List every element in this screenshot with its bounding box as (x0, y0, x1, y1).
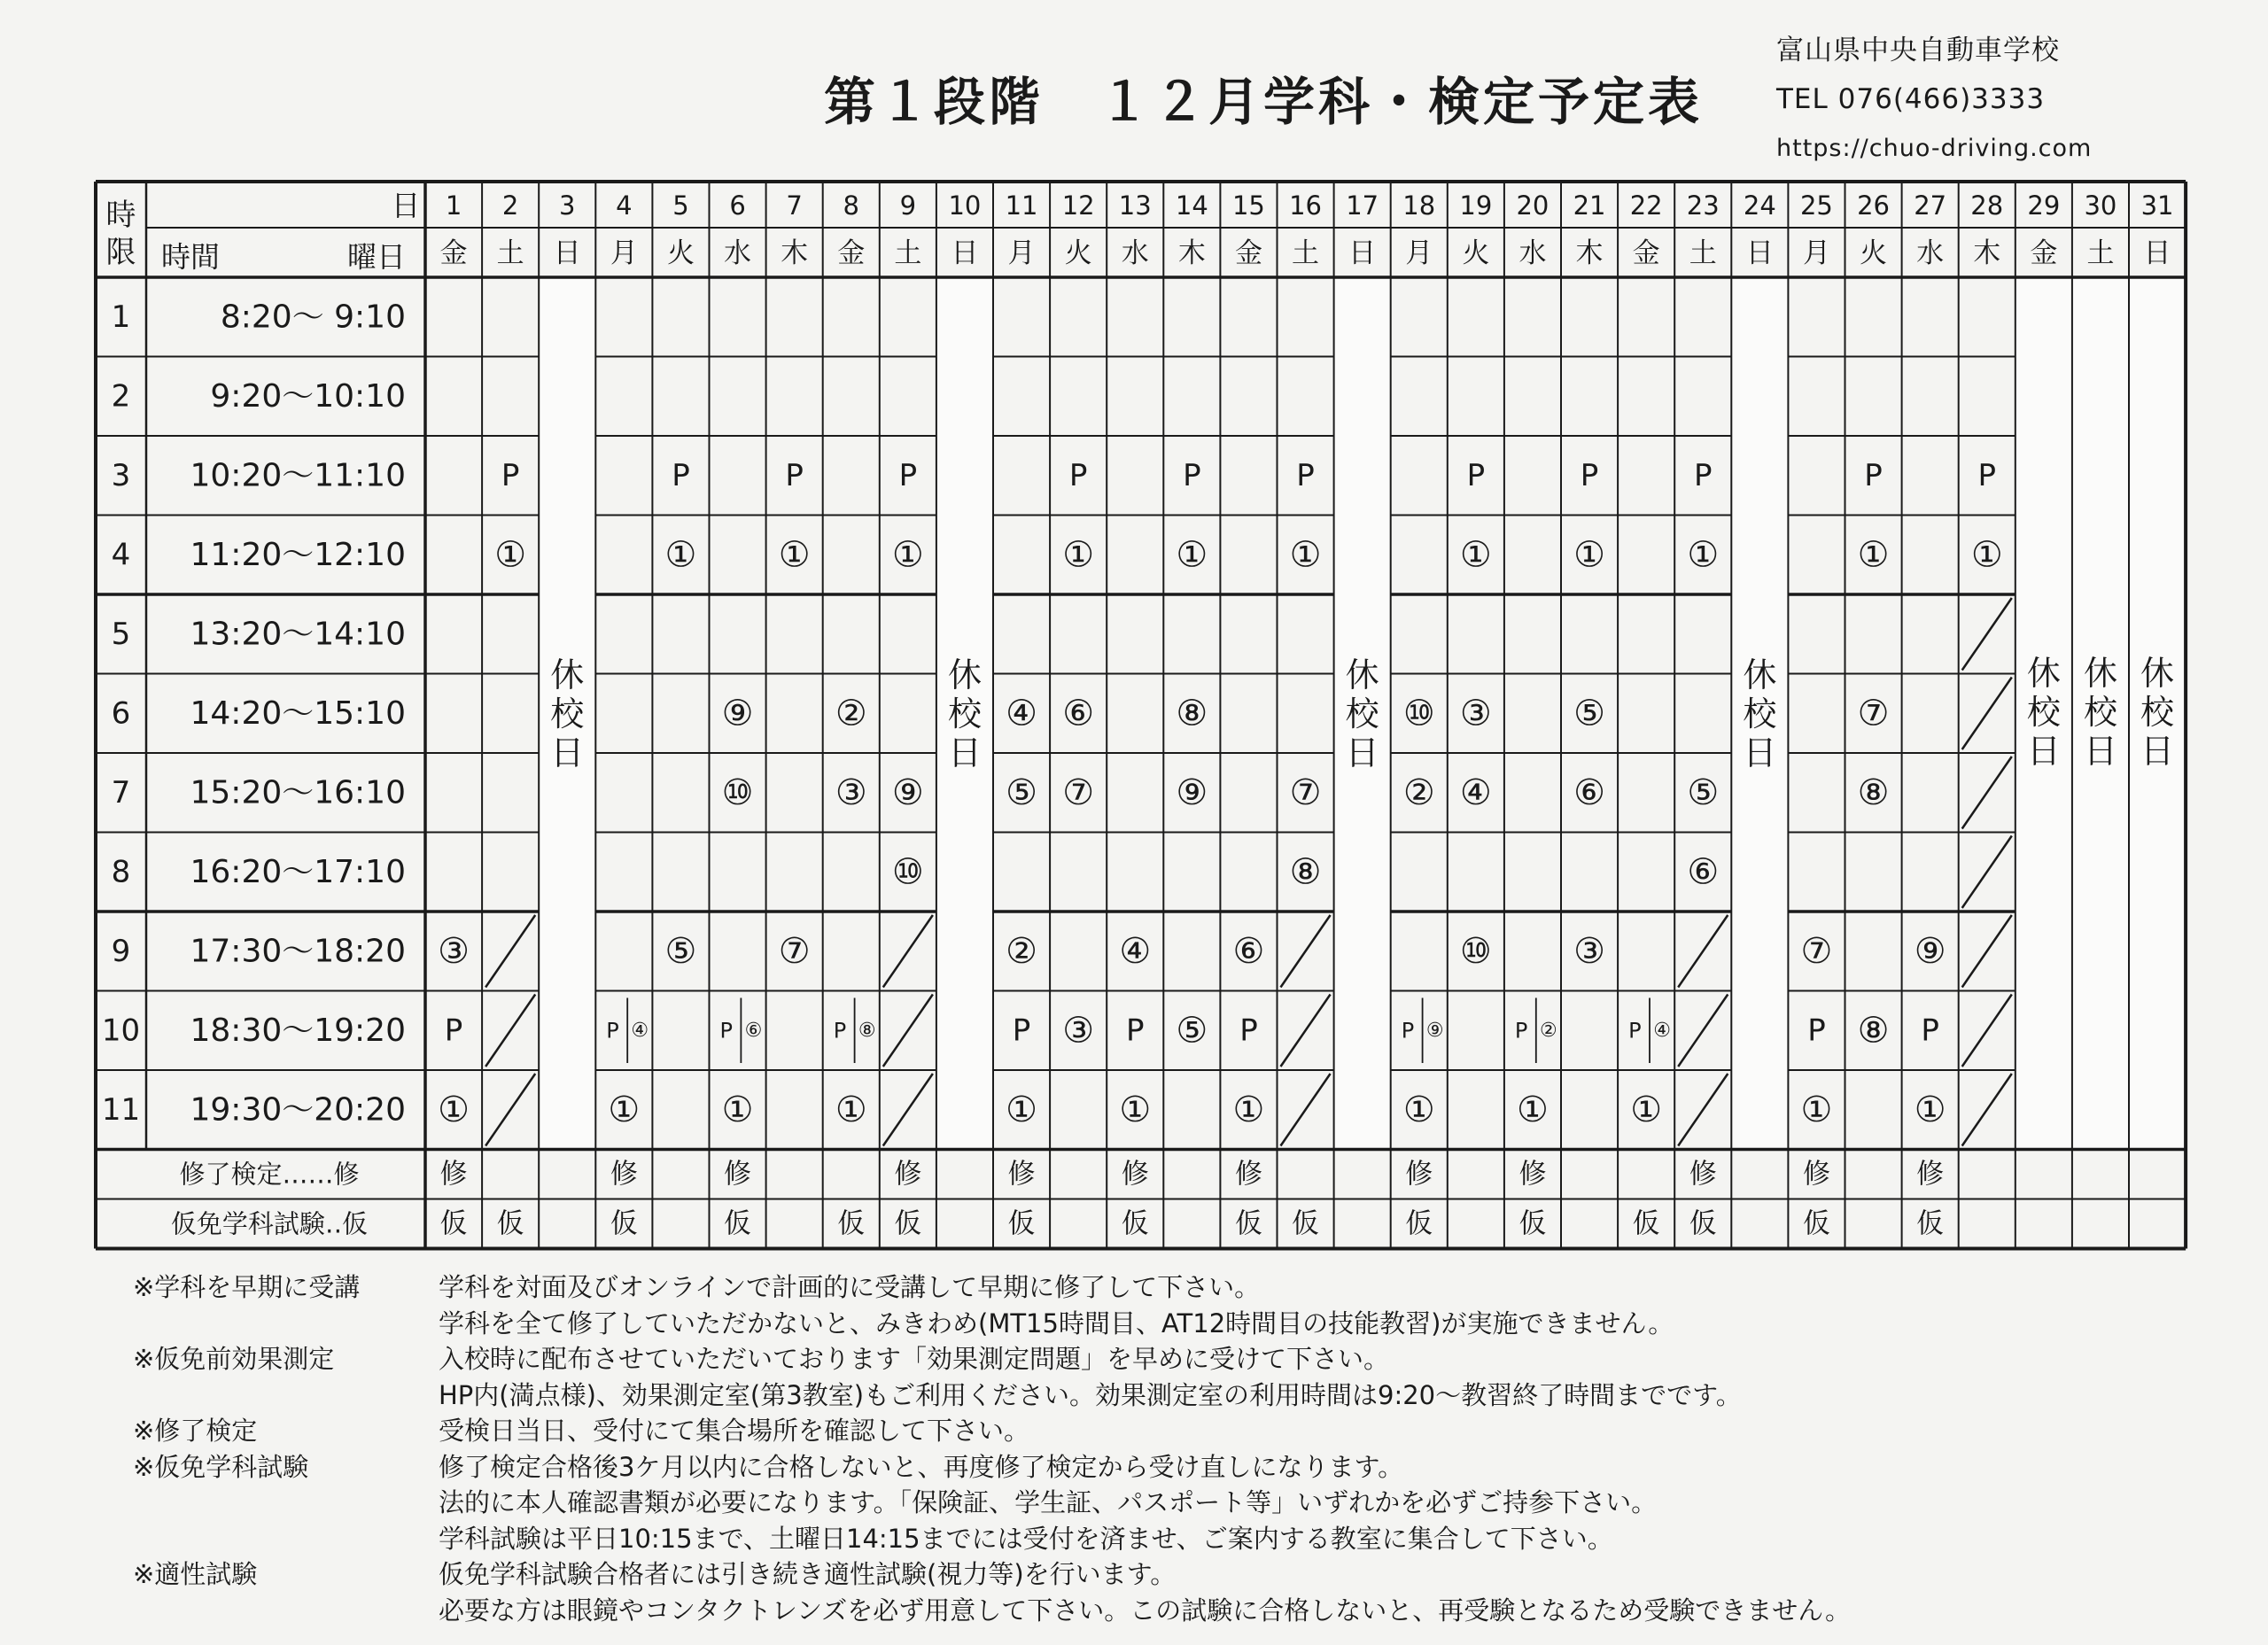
class-number: ⑧ (1857, 1010, 1890, 1051)
day-number: 15 (1231, 190, 1265, 221)
period-time: 14:20～15:10 (190, 694, 406, 732)
mark-p: P (1296, 457, 1315, 493)
mark-p: P (606, 1018, 619, 1044)
weekday-header-label: 曜日 (347, 239, 406, 275)
period-header-char: 時 (105, 198, 136, 233)
exam-mark: 仮 (1518, 1207, 1547, 1240)
mark-p: P (1514, 1018, 1528, 1044)
weekday-label: 木 (781, 237, 809, 269)
class-number: ③ (438, 930, 470, 972)
note-item (133, 1449, 2241, 1557)
class-number: ③ (1573, 930, 1605, 972)
period-number: 6 (111, 695, 131, 732)
period-number: 4 (111, 537, 131, 573)
note-body (439, 1269, 2241, 1341)
note-item (133, 1556, 2241, 1628)
class-number: ⑥ (1687, 851, 1720, 893)
period-time: 10:20～11:10 (190, 457, 406, 494)
class-number: ⑩ (1459, 930, 1492, 972)
day-number: 30 (2084, 190, 2117, 221)
weekday-label: 金 (2030, 237, 2058, 269)
closed-day-label: 休 (2140, 654, 2175, 693)
closed-day-label: 日 (1345, 733, 1379, 772)
class-number: ⑨ (1425, 1019, 1444, 1042)
class-number: ① (608, 1089, 641, 1130)
exam-mark: 仮 (1916, 1207, 1945, 1240)
note-line: 受検日当日、受付にて集合場所を確認して下さい。 (439, 1416, 1030, 1446)
mark-p: P (719, 1018, 733, 1044)
note-line: 仮免学科試験合格者には引き続き適性試験(視力等)を行います。 (439, 1559, 1177, 1589)
day-number: 9 (899, 190, 917, 221)
mark-p: P (501, 457, 520, 493)
period-number: 9 (111, 933, 131, 969)
mark-p: P (833, 1018, 847, 1044)
mark-p: P (1864, 457, 1883, 493)
exam-mark: 仮 (1234, 1207, 1262, 1240)
day-number: 3 (559, 190, 576, 221)
class-number: ③ (1459, 693, 1492, 734)
period-time: 19:30～20:20 (190, 1091, 406, 1129)
day-number: 19 (1459, 190, 1493, 221)
class-number: ⑨ (1176, 772, 1208, 813)
mark-p: P (1466, 457, 1486, 493)
day-number: 8 (843, 190, 859, 221)
day-number: 2 (501, 190, 519, 221)
closed-day-label: 休 (1743, 656, 1777, 694)
period-number: 1 (111, 299, 131, 335)
day-number: 20 (1516, 190, 1550, 221)
class-number: ① (1687, 534, 1720, 576)
day-number: 13 (1118, 190, 1152, 221)
day-number: 26 (1857, 190, 1891, 221)
weekday-label: 土 (1689, 237, 1717, 269)
exam-mark: 修 (1234, 1158, 1262, 1191)
note-line: 学科を全て修了していただかないと、みきわめ(MT15時間目、AT12時間目の技能教習)が実施できません。 (439, 1307, 1674, 1339)
exam-mark: 修 (724, 1158, 752, 1191)
mark-p: P (1012, 1013, 1031, 1049)
class-number: ⑩ (891, 851, 924, 893)
note-body (439, 1556, 2241, 1628)
period-number: 7 (111, 774, 131, 811)
day-number: 12 (1061, 190, 1095, 221)
day-number: 24 (1743, 190, 1776, 221)
class-number: ⑦ (1062, 772, 1095, 813)
mark-p: P (444, 1013, 463, 1049)
unavailable-slash (1962, 915, 2012, 988)
exam-row-label: 修了検定……修 (179, 1159, 360, 1190)
unavailable-slash (485, 915, 535, 988)
exam-mark: 修 (610, 1158, 638, 1191)
weekday-label: 日 (1745, 237, 1774, 269)
unavailable-slash (1962, 678, 2012, 750)
day-number: 27 (1914, 190, 1947, 221)
weekday-label: 日 (553, 237, 581, 269)
note-heading: ※仮免学科試験 (133, 1451, 309, 1482)
class-number: ① (1176, 534, 1208, 576)
class-number: ② (1540, 1019, 1557, 1042)
note-line: 必要な方は眼鏡やコンタクトレンズを必ず用意して下さい。この試験に合格しないと、再受験となるため受験できません。 (439, 1595, 1851, 1626)
unavailable-slash (883, 915, 933, 988)
closed-day-label: 日 (2140, 732, 2175, 771)
note-heading: ※適性試験 (133, 1559, 258, 1589)
exam-mark: 修 (894, 1158, 922, 1191)
unavailable-slash (1281, 1074, 1331, 1146)
class-number: ⑤ (1573, 693, 1605, 734)
day-number: 7 (786, 190, 803, 221)
time-header-label: 時間 (161, 239, 220, 275)
weekday-label: 金 (439, 237, 468, 269)
class-number: ① (1857, 534, 1890, 576)
period-time: 13:20～14:10 (190, 616, 406, 653)
class-number: ⑧ (858, 1019, 876, 1042)
mark-p: P (1239, 1013, 1258, 1049)
exam-mark: 仮 (894, 1207, 922, 1240)
period-number: 11 (101, 1091, 141, 1128)
weekday-label: 土 (1292, 237, 1320, 269)
page-title: 第１段階 １２月学科・検定予定表 (824, 72, 1704, 132)
exam-mark: 仮 (1689, 1207, 1717, 1240)
exam-mark: 仮 (610, 1207, 638, 1240)
period-number: 10 (101, 1013, 141, 1049)
class-number: ① (1970, 534, 2003, 576)
class-number: ② (835, 693, 867, 734)
unavailable-slash (883, 995, 933, 1067)
class-number: ⑨ (891, 772, 924, 813)
unavailable-slash (1962, 836, 2012, 909)
class-number: ⑤ (1687, 772, 1720, 813)
school-tel: TEL 076(466)3333 (1776, 83, 2046, 115)
exam-mark: 仮 (1007, 1207, 1036, 1240)
period-header-char: 限 (105, 235, 136, 270)
note-line: 入校時に配布させていただいております「効果測定問題」を早めに受けて下さい。 (439, 1344, 1390, 1374)
weekday-label: 火 (1860, 237, 1888, 269)
unavailable-slash (1678, 995, 1728, 1067)
class-number: ① (835, 1089, 867, 1130)
mark-p: P (1921, 1013, 1939, 1049)
exam-mark: 仮 (1121, 1207, 1149, 1240)
mark-p: P (1693, 457, 1713, 493)
class-number: ⑥ (1062, 693, 1095, 734)
weekday-label: 土 (496, 237, 524, 269)
class-number: ④ (1119, 930, 1152, 972)
exam-mark: 仮 (1802, 1207, 1830, 1240)
day-number: 4 (616, 190, 633, 221)
weekday-label: 火 (666, 237, 695, 269)
day-number: 1 (445, 190, 462, 221)
class-number: ⑨ (721, 693, 754, 734)
exam-mark: 修 (1405, 1158, 1433, 1191)
period-number: 2 (111, 378, 131, 415)
class-number: ① (1573, 534, 1605, 576)
day-number: 5 (672, 190, 689, 221)
class-number: ⑨ (1914, 930, 1946, 972)
class-number: ⑦ (1857, 693, 1890, 734)
class-number: ③ (835, 772, 867, 813)
exam-mark: 修 (1689, 1158, 1717, 1191)
mark-p: P (1125, 1013, 1145, 1049)
class-number: ② (1006, 930, 1037, 972)
note-item (133, 1341, 2241, 1413)
class-number: ⑤ (1006, 772, 1037, 813)
class-number: ④ (1459, 772, 1492, 813)
weekday-label: 火 (1462, 237, 1490, 269)
class-number: ⑦ (778, 930, 811, 972)
weekday-label: 火 (1064, 237, 1092, 269)
period-time: 8:20～ 9:10 (220, 299, 406, 336)
weekday-label: 日 (1348, 237, 1377, 269)
period-time: 15:20～16:10 (190, 774, 406, 811)
weekday-label: 日 (951, 237, 979, 269)
weekday-label: 日 (2143, 237, 2171, 269)
class-number: ① (1459, 534, 1492, 576)
note-line: 学科を対面及びオンラインで計画的に受講して早期に修了して下さい。 (439, 1272, 1261, 1302)
class-number: ① (1630, 1089, 1663, 1130)
class-number: ⑥ (1573, 772, 1605, 813)
weekday-label: 月 (1802, 237, 1830, 269)
exam-mark: 修 (1802, 1158, 1830, 1191)
mark-p: P (1068, 457, 1088, 493)
note-item (133, 1413, 2241, 1449)
mark-p: P (1628, 1018, 1642, 1044)
class-number: ② (1402, 772, 1435, 813)
unavailable-slash (1962, 1074, 2012, 1146)
day-number: 31 (2140, 190, 2174, 221)
mark-p: P (1807, 1013, 1826, 1049)
day-number: 10 (948, 190, 982, 221)
mark-p: P (1977, 457, 1997, 493)
day-number: 28 (1970, 190, 2004, 221)
class-number: ① (1517, 1089, 1549, 1130)
note-line: HP内(満点様)、効果測定室(第3教室)もご利用ください。効果測定室の利用時間は9:20～教習終了時間までです。 (439, 1379, 1742, 1410)
school-url[interactable]: https://chuo-driving.com (1776, 135, 2093, 162)
exam-mark: 修 (1121, 1158, 1149, 1191)
closed-day-label: 校 (1743, 694, 1777, 733)
class-number: ① (1402, 1089, 1435, 1130)
day-number: 16 (1289, 190, 1323, 221)
unavailable-slash (1962, 598, 2012, 671)
closed-day-label: 休 (550, 656, 585, 694)
unavailable-slash (1678, 1074, 1728, 1146)
period-time: 17:30～18:20 (190, 933, 406, 970)
unavailable-slash (1281, 915, 1331, 988)
day-number: 6 (729, 190, 746, 221)
day-number: 14 (1175, 190, 1208, 221)
class-number: ① (1119, 1089, 1152, 1130)
mark-p: P (898, 457, 918, 493)
exam-mark: 仮 (1405, 1207, 1433, 1240)
day-number: 25 (1799, 190, 1833, 221)
weekday-label: 水 (1518, 237, 1547, 269)
note-body (439, 1449, 2241, 1557)
note-heading: ※学科を早期に受講 (133, 1272, 361, 1302)
weekday-label: 木 (1575, 237, 1604, 269)
exam-mark: 仮 (439, 1207, 468, 1240)
class-number: ⑦ (1289, 772, 1322, 813)
period-time: 11:20～12:10 (190, 536, 406, 573)
class-number: ⑦ (1800, 930, 1833, 972)
school-name: 富山県中央自動車学校 (1776, 35, 2060, 66)
day-number: 22 (1629, 190, 1663, 221)
class-number: ① (891, 534, 924, 576)
day-number: 29 (2027, 190, 2061, 221)
weekday-label: 土 (2086, 237, 2115, 269)
weekday-label: 月 (1405, 237, 1433, 269)
closed-day-label: 日 (2083, 732, 2117, 771)
class-number: ④ (1653, 1019, 1671, 1042)
unavailable-slash (1281, 995, 1331, 1067)
note-heading: ※仮免前効果測定 (133, 1344, 335, 1374)
weekday-label: 金 (1632, 237, 1660, 269)
exam-mark: 修 (1518, 1158, 1547, 1191)
weekday-label: 月 (610, 237, 638, 269)
exam-mark: 仮 (1292, 1207, 1320, 1240)
class-number: ⑧ (1176, 693, 1208, 734)
weekday-label: 土 (894, 237, 922, 269)
class-number: ④ (631, 1019, 649, 1042)
weekday-label: 月 (1007, 237, 1036, 269)
exam-mark: 仮 (1632, 1207, 1660, 1240)
class-number: ① (1006, 1089, 1037, 1130)
class-number: ① (1289, 534, 1322, 576)
weekday-label: 金 (1234, 237, 1262, 269)
class-number: ① (1062, 534, 1095, 576)
closed-day-label: 校 (2083, 693, 2117, 732)
class-number: ① (494, 534, 527, 576)
day-header-label: 日 (391, 188, 421, 223)
weekday-label: 水 (724, 237, 752, 269)
closed-day-label: 校 (947, 694, 982, 733)
class-number: ⑥ (744, 1019, 763, 1042)
exam-mark: 修 (1916, 1158, 1945, 1191)
mark-p: P (1580, 457, 1599, 493)
class-number: ① (721, 1089, 754, 1130)
unavailable-slash (1678, 915, 1728, 988)
class-number: ③ (1062, 1010, 1095, 1051)
closed-day-label: 休 (1345, 656, 1379, 694)
class-number: ① (438, 1089, 470, 1130)
day-number: 18 (1402, 190, 1436, 221)
period-time: 18:30～19:20 (190, 1012, 406, 1049)
unavailable-slash (485, 995, 535, 1067)
class-number: ⑥ (1232, 930, 1265, 972)
class-number: ① (1800, 1089, 1833, 1130)
class-number: ⑩ (721, 772, 754, 813)
closed-day-label: 日 (1743, 733, 1777, 772)
closed-day-label: 日 (2026, 732, 2061, 771)
weekday-label: 木 (1973, 237, 2001, 269)
closed-day-label: 休 (947, 656, 982, 694)
class-number: ⑤ (664, 930, 697, 972)
closed-day-label: 校 (2026, 693, 2061, 732)
day-number: 11 (1005, 190, 1038, 221)
day-number: 23 (1686, 190, 1720, 221)
unavailable-slash (1962, 757, 2012, 829)
class-number: ④ (1006, 693, 1037, 734)
note-item (133, 1269, 2241, 1341)
weekday-label: 木 (1177, 237, 1206, 269)
class-number: ① (1232, 1089, 1265, 1130)
class-number: ⑩ (1402, 693, 1435, 734)
weekday-label: 水 (1121, 237, 1149, 269)
exam-mark: 修 (1007, 1158, 1036, 1191)
closed-day-label: 休 (2026, 654, 2061, 693)
mark-p: P (1183, 457, 1201, 493)
period-number: 3 (111, 457, 131, 493)
mark-p: P (672, 457, 690, 493)
day-number: 21 (1573, 190, 1606, 221)
weekday-label: 金 (837, 237, 866, 269)
closed-day-label: 日 (550, 733, 585, 772)
period-number: 8 (111, 854, 131, 890)
closed-day-label: 校 (2140, 693, 2175, 732)
mark-p: P (785, 457, 804, 493)
notes-section (133, 1269, 2241, 1628)
exam-row-label: 仮免学科試験‥仮 (170, 1208, 369, 1239)
closed-day-label: 日 (947, 733, 982, 772)
unavailable-slash (485, 1074, 535, 1146)
note-line: 法的に本人確認書類が必要になります。「保険証、学生証、パスポート等」いずれかを必ずご持参下さい。 (439, 1487, 1658, 1517)
day-number: 17 (1346, 190, 1379, 221)
class-number: ⑧ (1289, 851, 1322, 893)
period-time: 9:20～10:10 (210, 377, 406, 415)
class-number: ① (664, 534, 697, 576)
weekday-label: 水 (1916, 237, 1945, 269)
note-line: 学科試験は平日10:15まで、土曜日14:15までには受付を済ませ、ご案内する教室に集合して下さい。 (439, 1523, 1613, 1554)
mark-p: P (1401, 1018, 1415, 1044)
note-heading: ※修了検定 (133, 1416, 258, 1446)
class-number: ⑧ (1857, 772, 1890, 813)
exam-mark: 仮 (724, 1207, 752, 1240)
closed-day-label: 校 (1345, 694, 1379, 733)
unavailable-slash (883, 1074, 933, 1146)
exam-mark: 仮 (496, 1207, 524, 1240)
class-number: ① (778, 534, 811, 576)
period-time: 16:20～17:10 (190, 853, 406, 890)
exam-mark: 修 (439, 1158, 468, 1191)
note-body (439, 1341, 2241, 1413)
note-line: 修了検定合格後3ケ月以内に合格しないと、再度修了検定から受け直しになります。 (439, 1451, 1404, 1482)
class-number: ① (1914, 1089, 1946, 1130)
exam-mark: 仮 (837, 1207, 866, 1240)
closed-day-label: 校 (550, 694, 585, 733)
unavailable-slash (1962, 995, 2012, 1067)
note-body (439, 1413, 2241, 1449)
class-number: ⑤ (1176, 1010, 1208, 1051)
closed-day-label: 休 (2083, 654, 2117, 693)
period-number: 5 (111, 616, 131, 652)
